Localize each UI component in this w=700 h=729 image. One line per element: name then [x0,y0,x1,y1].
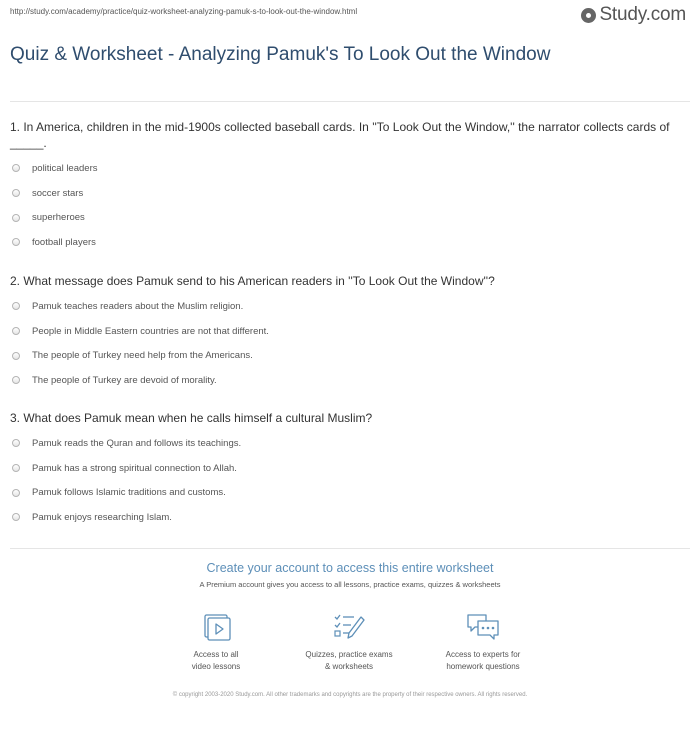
question-text: 3. What does Pamuk mean when he calls himself a cultural Muslim? [10,411,373,425]
radio-button-icon[interactable] [12,464,20,472]
radio-button-icon[interactable] [12,302,20,310]
answer-option[interactable] [10,230,690,255]
answer-label: Pamuk teaches readers about the Muslim religion. [32,300,244,312]
answer-label: Pamuk enjoys researching Islam. [32,511,172,523]
copyright-footer: © copyright 2003-2020 Study.com. All other trademarks and copyrights are the property of their respective owners. All rights reserved. [172,692,528,698]
answer-label: The people of Turkey are devoid of morality. [32,374,217,386]
answer-label: football players [32,236,96,248]
answer-option[interactable] [10,205,690,230]
create-account-link[interactable]: Create your account to access this entire worksheet [206,561,494,575]
feature-label: Quizzes, practice exams [305,650,393,659]
feature-label: & worksheets [324,662,374,671]
question-1 [10,119,690,255]
answer-options [10,431,690,530]
answer-option[interactable] [10,319,690,344]
study-logo[interactable] [581,4,686,26]
divider [10,101,690,102]
answer-option[interactable] [10,156,690,181]
radio-button-icon[interactable] [12,189,20,197]
feature-label: Access to all [193,650,239,659]
answer-option[interactable] [10,431,690,456]
quiz-worksheet-icon [332,612,366,642]
answer-label: soccer stars [32,187,84,199]
radio-button-icon[interactable] [12,489,20,497]
answer-options [10,294,690,393]
page-title: Quiz & Worksheet - Analyzing Pamuk's To Look Out the Window [10,44,551,65]
question-text: 1. In America, children in the mid-1900s collected baseball cards. In ''To Look Out the Window,'' the narrator collects cards of _____. [10,120,670,150]
answer-label: People in Middle Eastern countries are not that different. [32,325,269,337]
study-logo-text: Study.com [599,4,686,25]
page-header [0,0,700,28]
radio-button-icon[interactable] [12,513,20,521]
answer-label: The people of Turkey need help from the Americans. [32,350,253,362]
feature-experts [418,612,548,673]
feature-video-lessons [151,612,281,673]
answer-option[interactable] [10,294,690,319]
radio-button-icon[interactable] [12,439,20,447]
answer-label: Pamuk has a strong spiritual connection to Allah. [32,462,237,474]
answer-options [10,156,690,255]
feature-label: homework questions [446,662,520,671]
feature-label: video lessons [191,662,241,671]
feature-label: Access to experts for [445,650,521,659]
question-3 [10,410,690,530]
answer-label: political leaders [32,162,98,174]
expert-chat-icon [464,612,502,642]
answer-option[interactable] [10,480,690,505]
page-url[interactable]: http://study.com/academy/practice/quiz-worksheet-analyzing-pamuk-s-to-look-out-the-window.html [10,7,358,16]
answer-label: superheroes [32,212,85,224]
answer-option[interactable] [10,505,690,530]
divider [10,548,690,549]
question-text: 2. What message does Pamuk send to his American readers in ''To Look Out the Window''? [10,274,495,288]
cta-subtitle: A Premium account gives you access to all lessons, practice exams, quizzes & worksheets [199,580,501,589]
radio-button-icon[interactable] [12,352,20,360]
radio-button-icon[interactable] [12,214,20,222]
video-lesson-icon [201,612,231,642]
answer-option[interactable] [10,181,690,206]
radio-button-icon[interactable] [12,238,20,246]
feature-quizzes [284,612,414,673]
answer-label: Pamuk reads the Quran and follows its teachings. [32,437,242,449]
answer-label: Pamuk follows Islamic traditions and customs. [32,487,226,499]
radio-button-icon[interactable] [12,164,20,172]
question-2 [10,273,690,393]
study-logo-icon [581,8,596,23]
radio-button-icon[interactable] [12,376,20,384]
answer-option[interactable] [10,343,690,368]
radio-button-icon[interactable] [12,327,20,335]
answer-option[interactable] [10,456,690,481]
answer-option[interactable] [10,368,690,393]
